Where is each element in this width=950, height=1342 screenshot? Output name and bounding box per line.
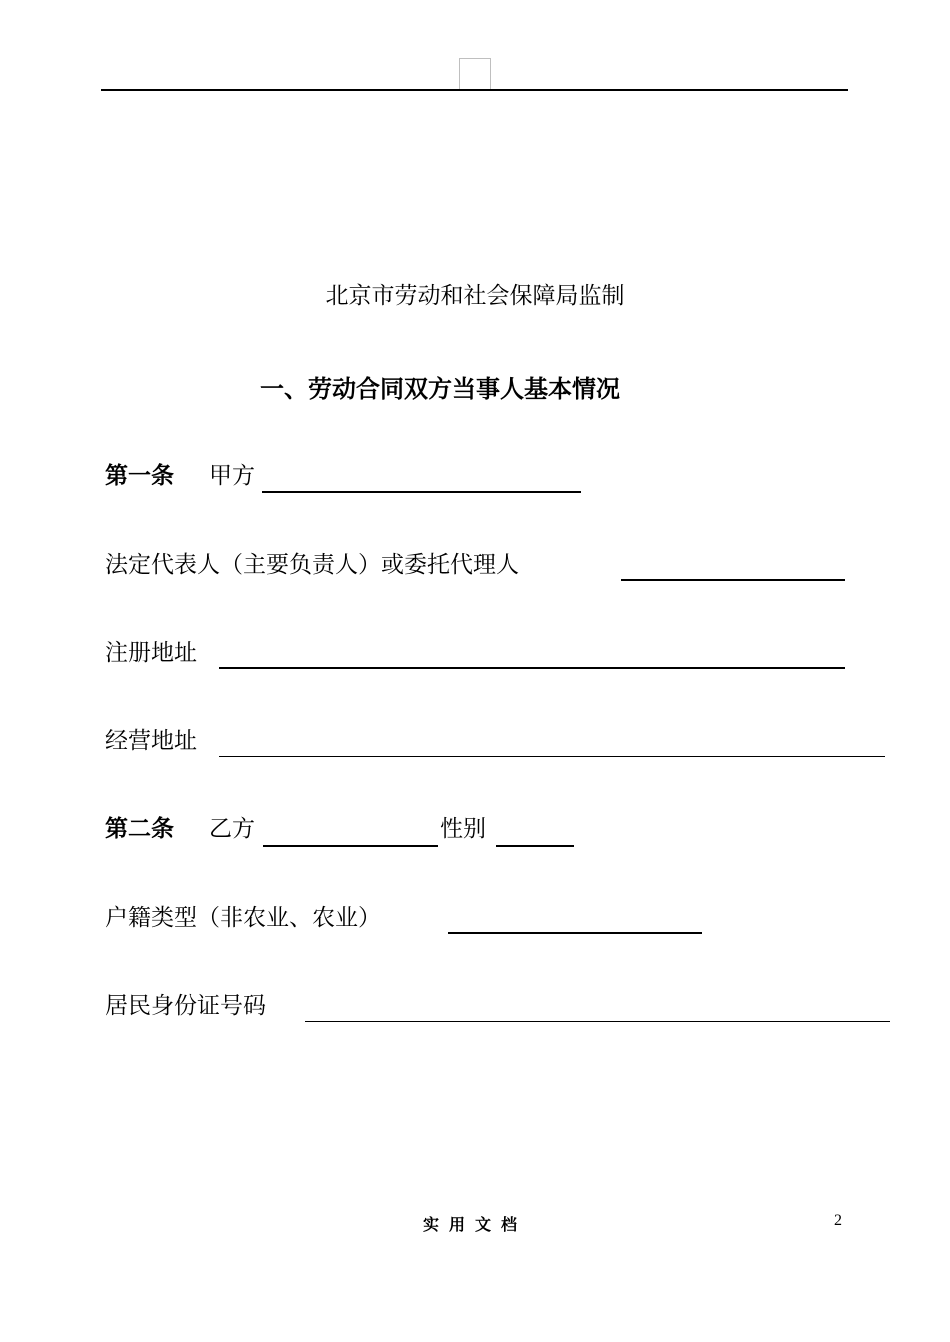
party-b-label: 乙方 — [209, 816, 255, 842]
party-b-field[interactable] — [263, 845, 438, 847]
gender-label: 性别 — [440, 816, 486, 842]
household-type-field[interactable] — [448, 932, 702, 934]
business-address-label: 经营地址 — [105, 728, 197, 754]
id-number-label: 居民身份证号码 — [105, 993, 266, 1019]
gender-field[interactable] — [496, 845, 574, 847]
registered-address-label: 注册地址 — [105, 640, 197, 666]
article-1-number: 第一条 — [105, 463, 174, 489]
household-type-label: 户籍类型（非农业、农业） — [105, 905, 381, 931]
article-2-number: 第二条 — [105, 816, 174, 842]
issuer-text: 北京市劳动和社会保障局监制 — [325, 283, 625, 309]
footer-text: 实用文档 — [422, 1215, 527, 1234]
section-title: 一、劳动合同双方当事人基本情况 — [260, 375, 620, 403]
legal-rep-field[interactable] — [621, 579, 845, 581]
header-box — [459, 58, 491, 89]
header-rule — [101, 89, 848, 91]
registered-address-field[interactable] — [219, 667, 845, 669]
page-number: 2 — [834, 1212, 842, 1229]
legal-rep-label: 法定代表人（主要负责人）或委托代理人 — [105, 552, 519, 578]
id-number-field[interactable] — [305, 1021, 890, 1022]
business-address-field[interactable] — [219, 756, 885, 757]
party-a-field[interactable] — [262, 491, 581, 493]
party-a-label: 甲方 — [209, 463, 255, 489]
